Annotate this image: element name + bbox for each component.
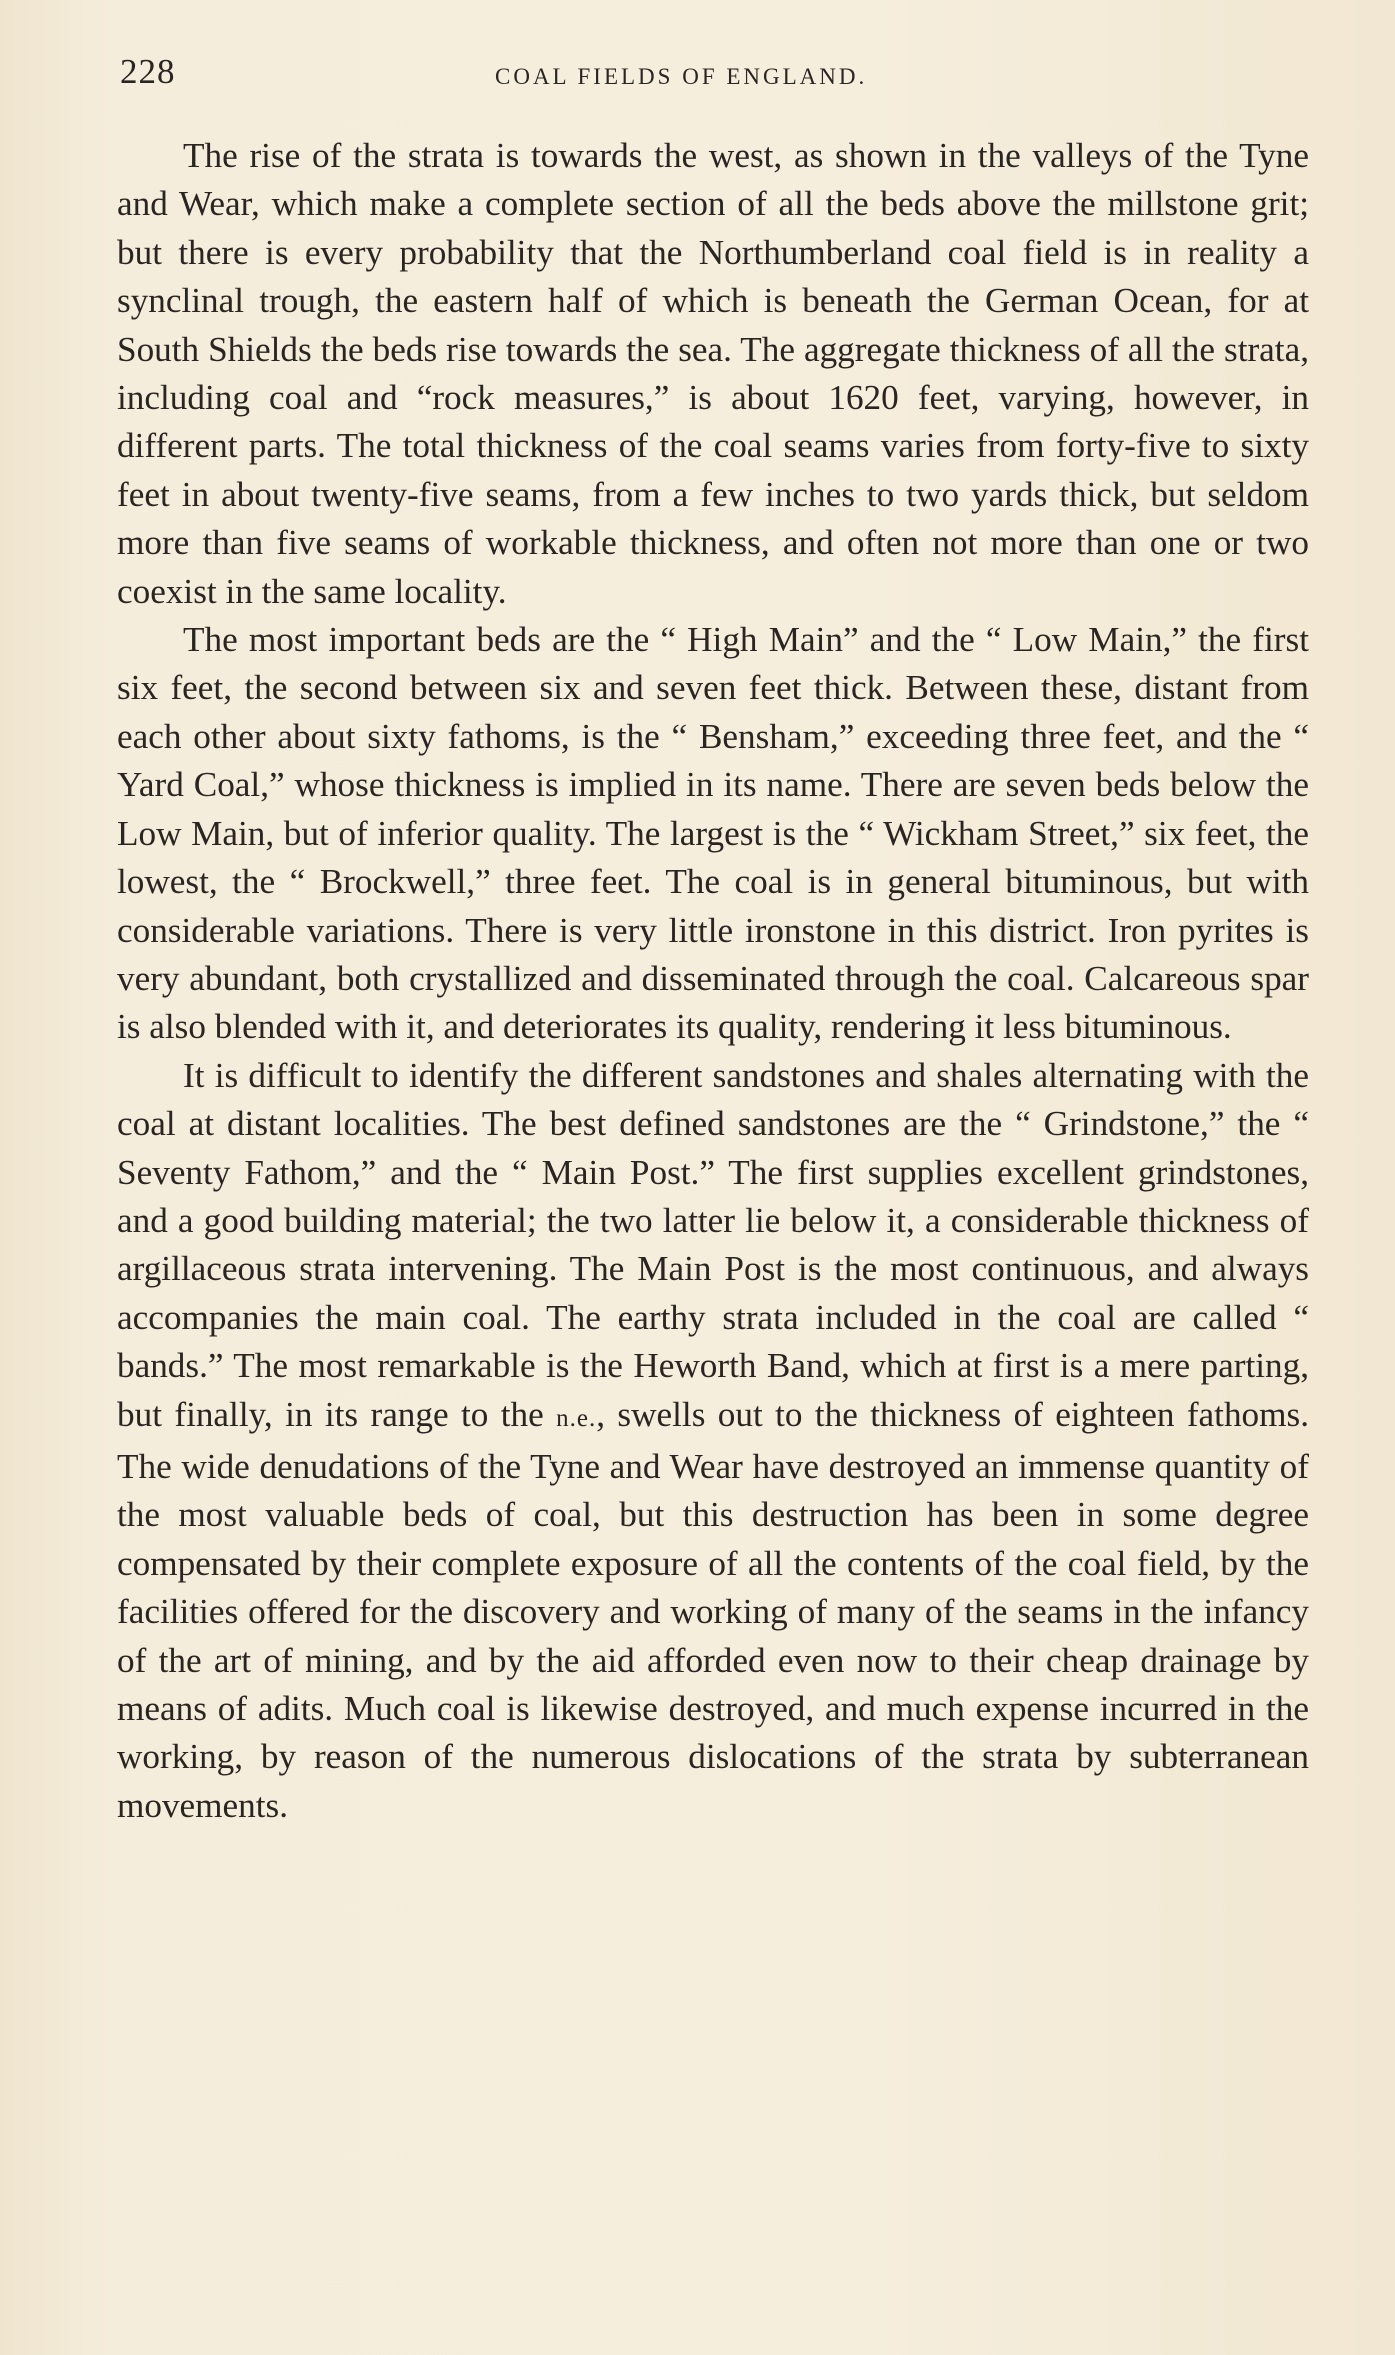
paragraph-sandstones-part-1: It is difficult to identify the different sandstones and shales alternating with the coal at distant localities. The best defined sandstones are the “ Grindstone,” the “ Seventy Fathom,” and the “ Main Post.” The first supplies excellent grindstones, and a good building material; the two latter lie below it, a considerable thickness of argillaceous strata intervening. The Main Post is the most continuous, and always accompanies the main coal. The earthy strata included in the coal are called “ bands.” The most remarkable is the Heworth Band, which at first is a mere parting, but finally, in its range to the — [117, 1055, 1309, 1434]
paragraph-important-beds: The most important beds are the “ High Main” and the “ Low Main,” the first six feet, the second between six and seven feet thick. Between these, distant from each other about sixty fathoms, is the “ Bensham,” exceeding three feet, and the “ Yard Coal,” whose thickness is implied in its name. There are seven beds below the Low Main, but of inferior quality. The largest is the “ Wickham Street,” six feet, the lowest, the “ Brockwell,” three feet. The coal is in general bituminous, but with considerable variations. There is very little ironstone in this district. Iron pyrites is very abundant, both crystallized and disseminated through the coal. Calcareous spar is also blended with it, and deteriorates its quality, rendering it less bituminous. — [117, 620, 1309, 1047]
page-number: 228 — [120, 52, 176, 91]
body-text — [117, 132, 1309, 1830]
paragraph-sandstones — [117, 1052, 1309, 1831]
running-title: COAL FIELDS OF ENGLAND. — [495, 64, 868, 89]
paragraph-strata-rise: The rise of the strata is towards the west, as shown in the valleys of the Tyne and Wear, which make a complete section of all the beds above the millstone grit; but there is every probability that the Northumberland coal field is in reality a synclinal trough, the eastern half of which is beneath the German Ocean, for at South Shields the beds rise towards the sea. The aggregate thickness of all the strata, including coal and “rock measures,” is about 1620 feet, varying, however, in different parts. The total thickness of the coal seams varies from forty-five to sixty feet in about twenty-five seams, from a few inches to two yards thick, but seldom more than five seams of workable thickness, and often not more than one or two coexist in the same locality. — [117, 136, 1309, 611]
paragraph-sandstones-part-2: , swells out to the thickness of eighteen fathoms. The wide denudations of the Tyne and Wear have destroyed an immense quantity of the most valuable beds of coal, but this destruction has been in some degree compensated by their complete exposure of all the contents of the coal field, by the facilities offered for the discovery and working of many of the seams in the infancy of the art of mining, and by the aid afforded even now to their cheap drainage by means of adits. Much coal is likewise destroyed, and much expense incurred in the working, by reason of the numerous dislocations of the strata by subterranean movements. — [117, 1394, 1309, 1825]
running-head — [120, 52, 1335, 102]
direction-abbreviation: n.e. — [556, 1404, 597, 1432]
